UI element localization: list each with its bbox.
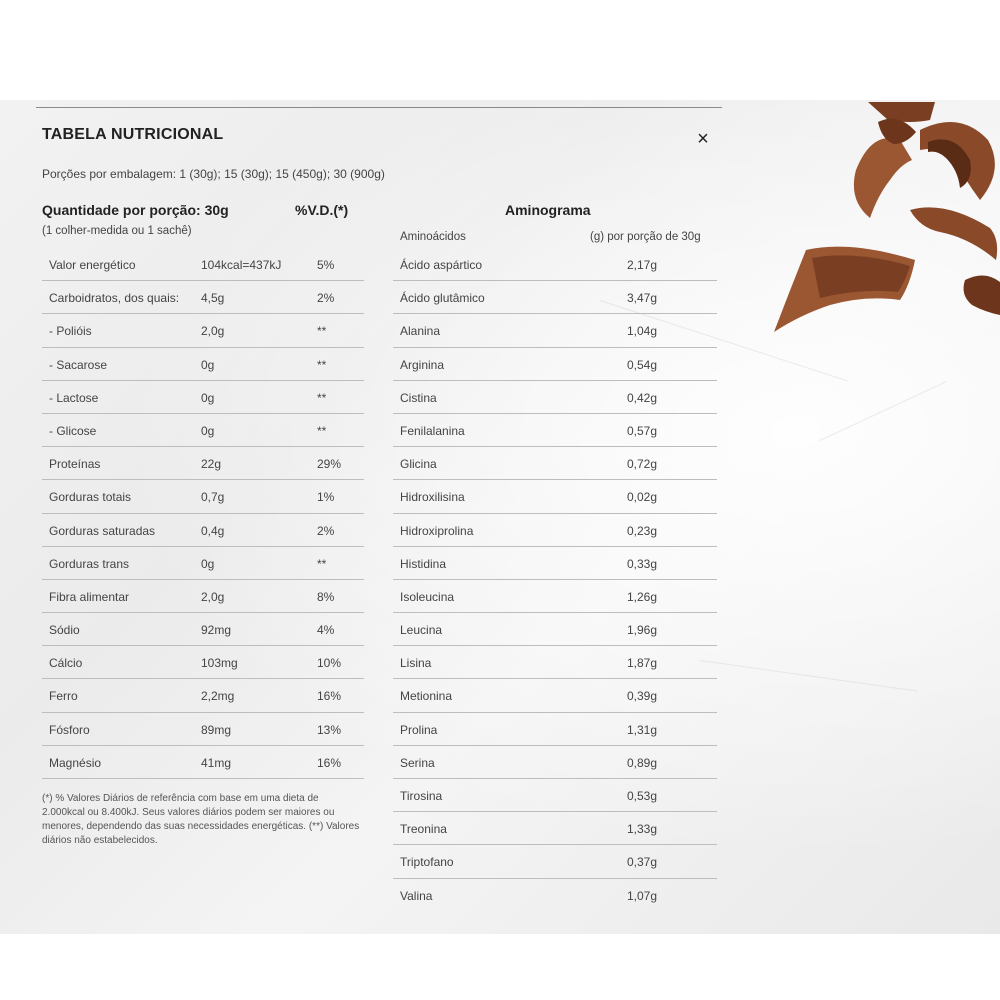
amino-value-column-header: (g) por porção de 30g [590, 231, 701, 243]
nutrition-row [42, 580, 364, 613]
nutrient-name: - Sacarose [49, 357, 108, 372]
nutrition-row [42, 381, 364, 414]
nutrition-row [42, 646, 364, 679]
nutrient-name: Cálcio [49, 656, 83, 671]
nutrient-name: Valor energético [49, 258, 136, 272]
nutrient-amount: 0g [201, 390, 215, 405]
amino-row [393, 812, 717, 845]
amino-value: 1,31g [627, 722, 658, 737]
amino-row [393, 248, 717, 281]
amino-name: Serina [400, 755, 435, 770]
nutrient-vd: ** [317, 423, 327, 438]
nutrient-vd: 13% [317, 722, 342, 737]
nutrition-row [42, 746, 364, 779]
nutrient-name: Gorduras trans [49, 556, 130, 571]
amino-value: 0,54g [627, 357, 658, 372]
amino-value: 1,33g [627, 822, 658, 837]
nutrition-row [42, 314, 364, 347]
amino-name: Isoleucina [400, 589, 455, 604]
amino-value: 1,04g [627, 324, 658, 339]
amino-value: 0,33g [627, 556, 658, 571]
amino-value: 0,02g [627, 490, 658, 505]
amino-name: Tirosina [400, 789, 443, 803]
amino-name: Histidina [400, 556, 447, 571]
nutrient-vd: 2% [317, 523, 335, 538]
nutrient-amount: 22g [201, 457, 222, 472]
chocolate-curls-image [760, 100, 1000, 340]
amino-value: 2,17g [627, 258, 658, 272]
portions-text: Porções por embalagem: 1 (30g); 15 (30g); 15 (450g); 30 (900g) [42, 167, 385, 181]
nutrition-row [42, 480, 364, 513]
marble-vein [700, 660, 918, 692]
nutrient-amount: 104kcal=437kJ [201, 258, 282, 272]
nutrient-name: Gorduras totais [49, 490, 132, 505]
nutrient-amount: 4,5g [201, 291, 225, 306]
amino-value: 0,42g [627, 390, 658, 405]
amino-row [393, 613, 717, 646]
nutrient-amount: 0g [201, 357, 215, 372]
amino-name: Ácido aspártico [400, 258, 483, 272]
nutrient-vd: 16% [317, 689, 342, 704]
nutrition-row [42, 613, 364, 646]
amino-column-header: Aminoácidos [400, 231, 466, 243]
nutrition-table [42, 248, 364, 779]
amino-row [393, 779, 717, 812]
nutrient-vd: 5% [317, 258, 335, 272]
nutrient-name: - Polióis [49, 324, 92, 339]
nutrient-vd: 1% [317, 490, 335, 505]
amino-name: Cistina [400, 390, 437, 405]
nutrient-vd: 10% [317, 656, 342, 671]
nutrient-vd: 29% [317, 457, 342, 472]
amino-value: 0,37g [627, 855, 658, 870]
nutrient-amount: 0,7g [201, 490, 225, 505]
amino-name: Metionina [400, 689, 453, 704]
nutrient-amount: 92mg [201, 623, 232, 638]
nutrition-row [42, 514, 364, 547]
nutrition-heading: Quantidade por porção: 30g [42, 202, 229, 218]
nutrient-amount: 41mg [201, 755, 232, 770]
amino-row [393, 746, 717, 779]
amino-value: 0,53g [627, 789, 658, 803]
amino-row [393, 580, 717, 613]
amino-name: Glicina [400, 457, 437, 472]
top-divider [36, 107, 722, 108]
nutrient-name: - Lactose [49, 390, 99, 405]
amino-value: 0,72g [627, 457, 658, 472]
amino-name: Fenilalanina [400, 423, 465, 438]
amino-value: 0,23g [627, 523, 658, 538]
amino-name: Lisina [400, 656, 432, 671]
amino-row [393, 845, 717, 878]
amino-name: Prolina [400, 722, 438, 737]
nutrition-row [42, 547, 364, 580]
nutrient-vd: 2% [317, 291, 335, 306]
nutrient-name: Proteínas [49, 457, 101, 472]
amino-value: 1,87g [627, 656, 658, 671]
nutrient-amount: 2,0g [201, 589, 225, 604]
nutrient-amount: 2,0g [201, 324, 225, 339]
amino-value: 1,26g [627, 589, 658, 604]
nutrition-row [42, 713, 364, 746]
aminogram-table [393, 248, 717, 911]
amino-row [393, 713, 717, 746]
amino-row [393, 879, 717, 911]
amino-row [393, 679, 717, 712]
nutrient-amount: 89mg [201, 722, 232, 737]
nutrition-row [42, 348, 364, 381]
nutrient-amount: 2,2mg [201, 689, 235, 704]
nutrient-amount: 103mg [201, 656, 238, 671]
nutrition-row [42, 679, 364, 712]
nutrition-row [42, 414, 364, 447]
amino-row [393, 281, 717, 314]
amino-name: Valina [400, 888, 433, 903]
nutrient-amount: 0g [201, 556, 215, 571]
nutrient-name: Fósforo [49, 722, 90, 737]
amino-value: 0,57g [627, 423, 658, 438]
amino-row [393, 348, 717, 381]
amino-name: Leucina [400, 623, 443, 638]
amino-name: Hidroxilisina [400, 490, 465, 505]
nutrient-vd: ** [317, 357, 327, 372]
close-icon[interactable]: × [697, 128, 709, 150]
nutrient-vd: 4% [317, 623, 335, 638]
footnote: (*) % Valores Diários de referência com base em uma dieta de 2.000kcal ou 8.400kJ. Seus valores diários podem ser maiores ou menores, dependendo das suas necessidades energéticas. (**) Valores diários não estabelecidos. [42, 793, 360, 846]
nutrient-name: Carboidratos, dos quais: [49, 291, 180, 306]
amino-row [393, 480, 717, 513]
aminogram-heading: Aminograma [505, 202, 591, 218]
nutrient-vd: ** [317, 390, 327, 405]
marble-vein [820, 381, 947, 441]
amino-row [393, 646, 717, 679]
nutrient-vd: ** [317, 556, 327, 571]
nutrition-row [42, 447, 364, 480]
amino-row [393, 547, 717, 580]
nutrient-amount: 0g [201, 423, 215, 438]
amino-name: Triptofano [400, 855, 454, 870]
amino-value: 0,89g [627, 755, 658, 770]
nutrition-row [42, 248, 364, 281]
nutrient-name: - Glicose [49, 423, 97, 438]
amino-value: 1,96g [627, 623, 658, 638]
nutrient-name: Sódio [49, 623, 80, 638]
nutrient-vd: 16% [317, 755, 342, 770]
nutrient-vd: 8% [317, 589, 335, 604]
amino-value: 0,39g [627, 689, 658, 704]
amino-row [393, 514, 717, 547]
amino-name: Alanina [400, 324, 441, 339]
vd-heading: %V.D.(*) [295, 202, 349, 218]
amino-name: Hidroxiprolina [400, 523, 474, 538]
panel-title: TABELA NUTRICIONAL [42, 126, 224, 143]
amino-name: Arginina [400, 357, 445, 372]
amino-name: Treonina [400, 822, 447, 837]
nutrient-name: Gorduras saturadas [49, 523, 156, 538]
nutrient-name: Fibra alimentar [49, 589, 130, 604]
nutrient-name: Magnésio [49, 755, 102, 770]
amino-name: Ácido glutâmico [400, 291, 485, 306]
nutrient-vd: ** [317, 324, 327, 339]
amino-row [393, 381, 717, 414]
amino-value: 1,07g [627, 888, 658, 903]
amino-row [393, 414, 717, 447]
amino-row [393, 447, 717, 480]
nutrient-name: Ferro [49, 689, 78, 704]
amino-row [393, 314, 717, 347]
nutrient-amount: 0,4g [201, 523, 225, 538]
nutrition-row [42, 281, 364, 314]
amino-value: 3,47g [627, 291, 658, 306]
nutrition-panel [0, 100, 1000, 934]
nutrition-subheading: (1 colher-medida ou 1 sachê) [42, 225, 192, 237]
